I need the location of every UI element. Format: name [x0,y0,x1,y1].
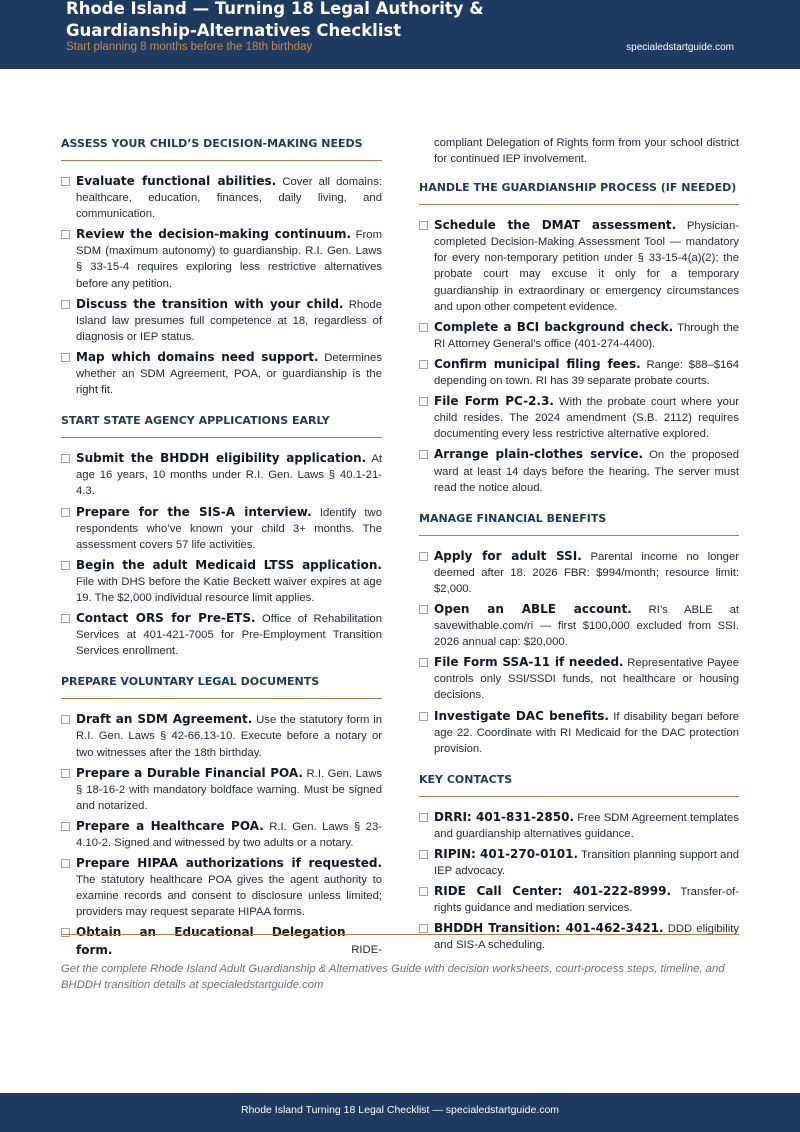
item-text: Determines whether an SDM Agreement, POA, or guardianship is the right fit. [76,351,382,397]
item-text: Identify two respondents who’ve known your child 3+ months. The assessment covers 57 life activities. [76,506,382,551]
section-legal-documents [61,673,382,958]
checklist-item [419,393,739,442]
checkbox[interactable] [61,561,70,570]
item-text: RI’s ABLE at savewithable.com/ri — first $100,000 excluded from SSI. 2026 annual cap: $20,000. [434,603,740,649]
item-lead: Arrange plain-clothes service. [434,447,644,462]
item-text: On the proposed ward at least 14 days before the hearing. The server must read the notice aloud. [434,449,739,494]
section-title: PREPARE VOLUNTARY LEGAL DOCUMENTS [61,675,320,689]
section-title: ASSESS YOUR CHILD’S DECISION-MAKING NEEDS [61,137,363,150]
checkbox[interactable] [419,605,428,614]
checklist-item [61,226,382,291]
item-text: Range: $88–$164 depending on town. RI has 39 separate probate courts. [434,358,739,388]
checkbox[interactable] [61,454,70,463]
item-lead: DRRI: 401-831-2850. [434,809,575,824]
item-lead: Prepare HIPAA authorizations if requested. [76,856,382,871]
promo-text: Get the complete Rhode Island Adult Guardianship & Alternatives Guide with decision worksheets, court-process steps, timeline, and BHDDH transition details at specialedstartguide.com [61,963,725,991]
checkbox[interactable] [61,177,70,186]
section-title: START STATE AGENCY APPLICATIONS EARLY [61,414,330,428]
checklist-item [61,610,382,659]
checklist-item [419,356,739,389]
item-lead: RIPIN: 401-270-0101. [434,847,579,861]
item-lead: Prepare a Healthcare POA. [76,818,264,833]
item-lead: Obtain an Educational Delegation form. [76,925,346,957]
checklist-item [61,504,382,553]
page-subtitle: Start planning 8 months before the 18th birthday [66,41,313,53]
item-text: If disability began before age 22. Coordinate with RI Medicaid for the DAC protection provision. [434,710,740,755]
checkbox[interactable] [419,221,428,230]
item-text: Office of Rehabilitation Services at 401-421-7005 for Pre-Employment Transition Services enrollment. [76,613,382,658]
section-agency [61,412,382,659]
checklist-item [419,846,739,879]
checkbox[interactable] [419,813,428,822]
checklist-item [419,809,739,842]
item-lead: File Form SSA-11 if needed. [434,655,624,670]
item-text: With the probate court where your child resides. The 2024 amendment (S.B. 2112) requires documenting every less restrictive alternative explored. [434,396,740,441]
item-text: R.I. Gen. Laws § 18-16-2 with mandatory boldface warning. Must be signed and notarized. [76,767,382,812]
page-title: Rhode Island — Turning 18 Legal Authority & Guardianship-Alternatives Checklist [66,0,484,40]
item-lead: File Form PC-2.3. [434,394,554,409]
item-lead: RIDE Call Center: 401-222-8999. [434,884,672,899]
section-assess [61,135,382,398]
checkbox[interactable] [419,552,428,561]
section-divider [61,698,382,699]
right-column [419,135,739,958]
section-divider [419,796,739,797]
section-title: MANAGE FINANCIAL BENEFITS [419,511,607,525]
item-text: Rhode Island law presumes full competence at 18, regardless of diagnosis or IEP status. [76,298,382,343]
item-lead: Apply for adult SSI. [434,548,582,563]
checkbox[interactable] [419,850,428,859]
item-text: Transition planning support and IEP advocacy. [434,849,740,878]
checklist-item [419,601,739,650]
checklist-item [419,654,739,703]
item-continuation: compliant Delegation of Rights form from your school district for continued IEP involvement. [434,137,739,166]
page-footer [0,1093,800,1132]
checklist-item [61,818,382,851]
checkbox[interactable] [61,859,70,868]
item-lead: Open an ABLE account. [434,601,632,616]
checkbox[interactable] [61,928,70,937]
checkbox[interactable] [419,450,428,459]
checkbox[interactable] [61,715,70,724]
checkbox[interactable] [419,712,428,721]
checklist-item [61,450,382,499]
checklist-item [61,296,382,345]
checkbox[interactable] [419,323,428,332]
item-lead: Begin the adult Medicaid LTSS application. [76,557,382,572]
item-text: R.I. Gen. Laws § 23-4.10-2. Signed and witnessed by two adults or a notary. [76,820,382,849]
checklist-item [419,883,739,916]
item-text: Use the statutory form in R.I. Gen. Laws § 42-66.13-10. Execute before a notary or two witnesses after the 18th birthday. [76,714,382,759]
item-lead: Map which domains need support. [76,349,319,364]
item-text: Cover all domains: healthcare, education, finances, daily living, and communication. [76,176,382,221]
item-lead: Schedule the DMAT assessment. [434,218,677,233]
checkbox[interactable] [61,300,70,309]
item-text: From SDM (maximum autonomy) to guardianship. R.I. Gen. Laws § 33-15-4 requires exploring less restrictive alternatives before any petition. [76,229,382,290]
section-key-contacts [419,771,739,954]
item-lead: BHDDH Transition: 401-462-3421. [434,921,664,936]
section-financial-benefits [419,510,739,757]
checkbox[interactable] [419,397,428,406]
checklist-item [61,557,382,606]
item-lead: Discuss the transition with your child. [76,296,344,311]
checklist-item [61,855,382,920]
checklist-item [61,711,382,760]
footer-text: Rhode Island Turning 18 Legal Checklist — specialedstartguide.com [240,1104,560,1116]
header-site-link[interactable]: specialedstartguide.com [626,42,734,53]
checklist-item [419,446,739,495]
checklist-item [419,708,739,757]
checkbox[interactable] [61,230,70,239]
item-text: At age 16 years, 10 months under R.I. Gen. Laws § 40.1-21-4.3. [76,453,383,498]
checkbox[interactable] [419,924,428,933]
item-text: DDD eligibility and SIS-A scheduling. [434,923,739,952]
item-lead: Investigate DAC benefits. [434,708,609,723]
section-divider [61,437,382,438]
checkbox[interactable] [61,822,70,831]
section-title: HANDLE THE GUARDIANSHIP PROCESS (IF NEEDED) [419,181,737,195]
page-header [0,0,800,69]
item-text: Through the RI Attorney General’s office (401-274-4400). [434,321,740,350]
checkbox[interactable] [419,887,428,896]
item-lead: Complete a BCI background check. [434,319,674,334]
checklist-item [61,765,382,814]
item-text: Parental income no longer deemed after 18. 2026 FBR: $994/month; resource limit: $2,000. [434,550,739,595]
checkbox[interactable] [61,353,70,362]
item-lead: Draft an SDM Agreement. [76,712,253,727]
item-lead: Confirm municipal filing fees. [434,356,641,371]
checklist-item [61,924,382,958]
bottom-divider [61,934,739,935]
checklist-item [61,173,382,222]
checklist-item [419,920,739,953]
section-title: KEY CONTACTS [419,772,513,786]
item-text: File with DHS before the Katie Beckett waiver expires at age 19. The $2,000 individual resource limit applies. [76,575,382,604]
checkbox[interactable] [419,360,428,369]
item-text: Transfer-of-rights guidance and mediation services. [434,886,740,915]
section-divider [419,204,739,205]
item-lead: Contact ORS for Pre-ETS. [76,611,256,626]
checkbox[interactable] [61,614,70,623]
checkbox[interactable] [61,769,70,778]
checkbox[interactable] [419,658,428,667]
checklist-item [419,217,739,315]
section-divider [419,535,739,536]
section-divider [61,160,382,161]
item-lead: Prepare for the SIS-A interview. [76,504,312,519]
checkbox[interactable] [61,508,70,517]
item-text: Physician-completed Decision-Making Assessment Tool — mandatory for every non-temporary petition under § 33-15-4(a)(2); the probate court may excuse it only for a temporary guardianship in extraordinary or emergency circumstances and upon other competent evidence. [434,220,739,313]
item-lead: Review the decision-making continuum. [76,227,352,242]
checklist-item [419,548,739,597]
section-guardianship [419,179,739,496]
item-lead: Submit the BHDDH eligibility application. [76,451,367,466]
checklist-item [419,319,739,352]
item-lead: Evaluate functional abilities. [76,174,277,188]
left-column [61,135,382,963]
item-text: RIDE- [351,943,382,956]
item-text: The statutory healthcare POA gives the agent authority to examine records and consent to disclosure unless limited; providers may request separate HIPAA forms. [76,874,382,919]
checklist-item [61,349,382,398]
item-text: Free SDM Agreement templates and guardianship alternatives guidance. [434,811,739,840]
item-lead: Prepare a Durable Financial POA. [76,765,303,780]
item-text: Representative Payee controls only SSI/SSDI funds, not healthcare or housing decisions. [434,657,740,702]
